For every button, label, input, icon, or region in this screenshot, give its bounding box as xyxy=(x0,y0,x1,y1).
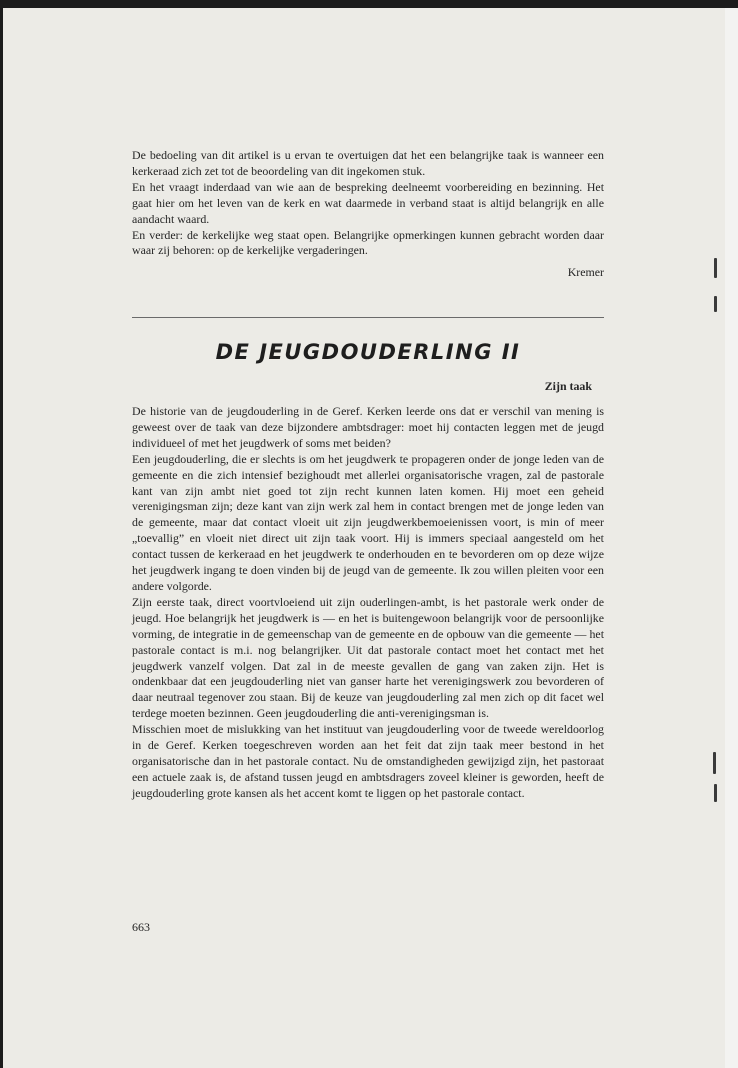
paragraph: En verder: de kerkelijke weg staat open. Belangrijke opmerkingen kunnen gebracht worden daar waar zij behoren: op de kerkelijke vergaderingen. xyxy=(132,227,604,258)
paragraph: En het vraagt inderdaad van wie aan de bespreking deelneemt voorbereiding en bezinning. Het gaat hier om het leven van de kerk en wat daarmede in verband staat is altijd belangrijk en alle aandacht waard. xyxy=(132,179,604,226)
section-divider xyxy=(132,317,604,318)
paragraph: Misschien moet de mislukking van het instituut van jeugdouderling voor de tweede wereldoorlog in de Geref. Kerken toegeschreven worden aan het feit dat zijn taak meer bestond in het organisatorische dan in het pastorale contact. Nu de omstandigheden gewijzigd zijn, het pastoraat een actuele zaak is, de afstand tussen jeugd en ambtsdragers zoveel kleiner is geworden, heeft de jeugdouderling grote kansen als het accent komt te liggen op het pastorale contact. xyxy=(132,722,604,800)
author-signature: Kremer xyxy=(567,265,604,280)
paragraph: De historie van de jeugdouderling in de Geref. Kerken leerde ons dat er verschil van mening is geweest over de taak van deze bijzondere ambtsdrager: moet hij contacten leggen met de jeugd individueel of met het jeugdwerk of soms met beiden? xyxy=(132,404,604,450)
binding-mark xyxy=(713,752,716,774)
article-body xyxy=(132,404,604,802)
binding-mark xyxy=(714,258,717,278)
paragraph: Een jeugdouderling, die er slechts is om het jeugdwerk te propageren onder de jonge leden van de gemeente en die zich intensief bezighoudt met allerlei organisatorische vragen, zal de pastorale kant van zijn ambt niet goed tot zijn recht kunnen laten komen. Hij moet een geheid verenigingsman zijn; deze kant van zijn werk zal hem in contact brengen met de jonge leden van de gemeente, maar dat contact vloeit uit zijn jeugdwerkbemoeienissen voort, is min of meer „toevallig” en vloeit niet direct uit zijn taak voort. Hij is immers speciaal aangesteld om het contact tussen de kerkeraad en het jeugdwerk te onderhouden en te bevorderen om op deze wijze het jeugdwerk ingang te doen vinden bij de jeugd van de gemeente. Ik zou willen pleiten voor een andere volgorde. xyxy=(132,451,604,593)
paragraph: De bedoeling van dit artikel is u ervan te overtuigen dat het een belangrijke taak is wanneer een kerkeraad zich zet tot de beoordeling van dit ingekomen stuk. xyxy=(132,148,604,178)
previous-article-ending xyxy=(132,148,604,281)
page-number: 663 xyxy=(132,920,150,934)
scan-edge-strip xyxy=(725,8,738,1068)
article-subtitle: Zijn taak xyxy=(544,379,592,393)
binding-mark xyxy=(714,296,717,312)
article-title: DE JEUGDOUDERLING II xyxy=(215,340,521,364)
paragraph: Zijn eerste taak, direct voortvloeiend uit zijn ouderlingen-ambt, is het pastorale werk onder de jeugd. Hoe belangrijk het jeugdwerk is — en het is buitengewoon belangrijk voor de persoonlijke vorming, de integratie in de gemeenschap van de gemeente en de opbouw van die gemeente — het pastorale contact is m.i. nog belangrijker. Uit dat pastorale contact moet het contact met het jeugdwerk vanzelf volgen. Dat zal in de meeste gevallen de gang van zaken zijn. Het is ondenkbaar dat een jeugdouderling niet van ganser harte het verenigingswerk zou bevorderen of daar neutraal tegenover zou staan. Bij de keuze van jeugdouderling zal men zich op dit facet wel terdege moeten bezinnen. Geen jeugdouderling die anti-verenigingsman is. xyxy=(132,594,604,721)
binding-mark xyxy=(714,784,717,802)
